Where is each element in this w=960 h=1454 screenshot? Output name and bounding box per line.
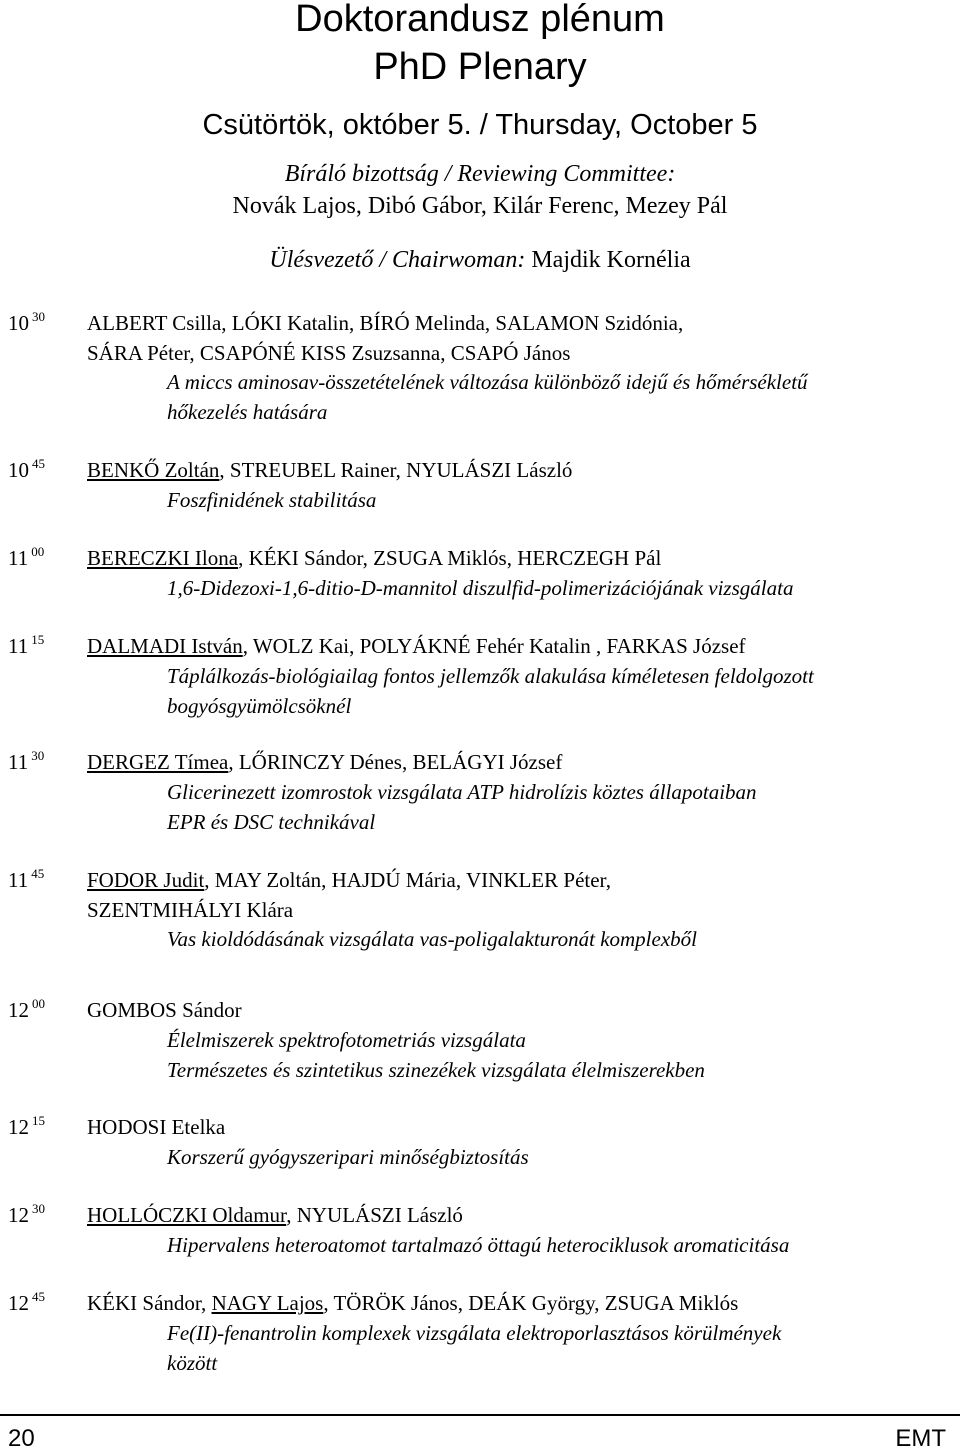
presenting-author: NAGY Lajos: [211, 1291, 324, 1315]
talk-time: 11 $^{15}$: [8, 632, 45, 658]
footer-rule: [0, 1414, 960, 1416]
talk-time: 12 $^{15}$: [8, 1113, 45, 1139]
committee-label: Bíráló bizottság / Reviewing Committee:: [284, 161, 676, 187]
talk-authors: HODOSI Etelka: [87, 1115, 226, 1139]
page-subtitle: PhD Plenary: [373, 46, 587, 88]
talk-title: Glicerinezett izomrostok vizsgálata ATP hidrolízis köztes állapotaiban EPR és DSC technikával: [167, 780, 757, 834]
page-number: 20: [8, 1425, 35, 1452]
talk-authors: GOMBOS Sándor: [87, 998, 242, 1022]
presenting-author: BERECZKI Ilona: [87, 546, 239, 570]
talk-time: 12 $^{30}$: [8, 1201, 45, 1227]
talk-authors: ALBERT Csilla, LÓKI Katalin, BÍRÓ Melinda, SALAMON Szidónia, SÁRA Péter, CSAPÓNÉ KISS Zsuzsanna, CSAPÓ János: [87, 311, 684, 365]
talk-title: Hipervalens heteroatomot tartalmazó öttagú heterociklusok aromaticitása: [167, 1233, 790, 1257]
talk-time: 10 $^{30}$: [8, 309, 45, 335]
page-title: Doktorandusz plénum: [295, 0, 665, 40]
talk-title: Fe(II)-fenantrolin komplexek vizsgálata elektroporlasztásos körülmények között: [167, 1321, 782, 1375]
talk-authors: BERECZKI Ilona, KÉKI Sándor, ZSUGA Miklós, HERCZEGH Pál: [87, 546, 662, 570]
talk-authors: BENKŐ Zoltán, STREUBEL Rainer, NYULÁSZI László: [87, 458, 573, 482]
committee-members: Novák Lajos, Dibó Gábor, Kilár Ferenc, Mezey Pál: [232, 193, 728, 219]
talk-authors: DALMADI István, WOLZ Kai, POLYÁKNÉ Fehér Katalin , FARKAS József: [87, 634, 746, 658]
talk-time: 11 $^{30}$: [8, 748, 45, 774]
presenting-author: DALMADI István: [87, 634, 243, 658]
chair-name: Majdik Kornélia: [531, 247, 691, 273]
talk-title: Táplálkozás-biológiailag fontos jellemzők alakulása kíméletesen feldolgozott bogyósgyümölcsöknél: [167, 664, 814, 718]
page-footer: [0, 1414, 960, 1454]
talk-time: 11 $^{00}$: [8, 544, 45, 570]
talk-title: Foszfinidének stabilitása: [167, 488, 377, 512]
talk-title: Vas kioldódásának vizsgálata vas-poligalakturonát komplexből: [167, 927, 697, 951]
talk-title: A miccs aminosav-összetételének változása különböző idejű és hőmérsékletű hőkezelés hatására: [167, 370, 808, 424]
presenting-author: FODOR Judit: [87, 868, 205, 892]
talk-authors: DERGEZ Tímea, LŐRINCZY Dénes, BELÁGYI József: [87, 750, 563, 774]
presenting-author: HOLLÓCZKI Oldamur: [87, 1203, 287, 1227]
talk-title: 1,6-Didezoxi-1,6-ditio-D-mannitol diszulfid-polimerizációjának vizsgálata: [167, 576, 794, 600]
talk-authors: HOLLÓCZKI Oldamur, NYULÁSZI László: [87, 1203, 463, 1227]
talk-time: 11 $^{45}$: [8, 866, 45, 892]
talk-time: 12 $^{45}$: [8, 1289, 45, 1315]
presenting-author: BENKŐ Zoltán: [87, 458, 220, 482]
session-date: Csütörtök, október 5. / Thursday, October 5: [202, 109, 758, 141]
footer-label: EMT: [895, 1425, 946, 1452]
talk-authors: KÉKI Sándor, NAGY Lajos, TÖRÖK János, DEÁK György, ZSUGA Miklós: [87, 1291, 739, 1315]
talk-time: 10 $^{45}$: [8, 456, 45, 482]
talk-title: Élelmiszerek spektrofotometriás vizsgálata Természetes és szintetikus szinezékek vizsgálata élelmiszerekben: [167, 1028, 705, 1082]
chair-label: Ülésvezető / Chairwoman:: [269, 247, 526, 273]
talk-title: Korszerű gyógyszeripari minőségbiztosítás: [167, 1145, 529, 1169]
presenting-author: DERGEZ Tímea: [87, 750, 229, 774]
talk-authors: FODOR Judit, MAY Zoltán, HAJDÚ Mária, VINKLER Péter, SZENTMIHÁLYI Klára: [87, 868, 611, 922]
talk-time: 12 $^{00}$: [8, 996, 45, 1022]
